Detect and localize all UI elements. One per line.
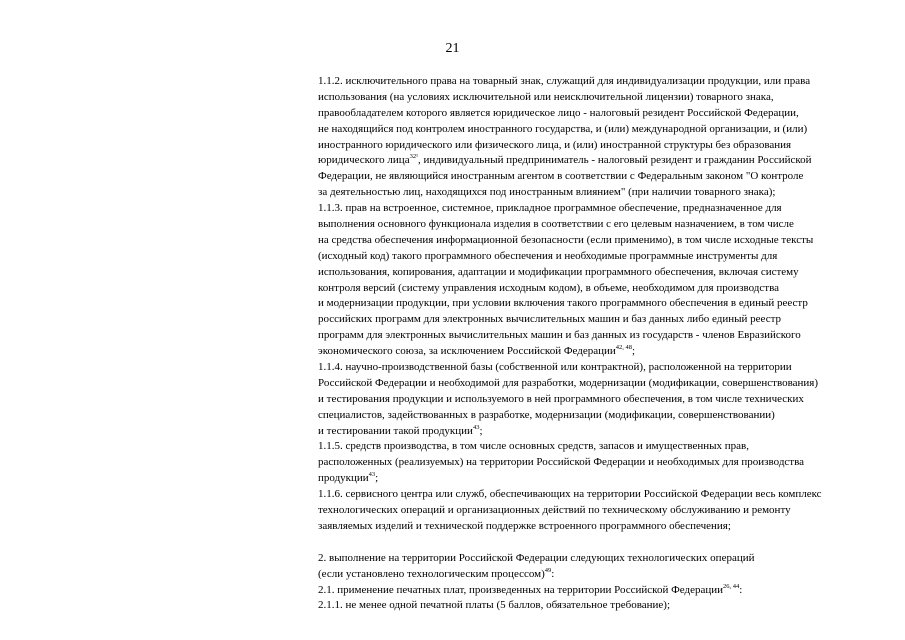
text-line <box>318 392 878 408</box>
text-line <box>318 74 878 90</box>
text-line <box>318 90 878 106</box>
line-text: 2.1. применение печатных плат, произведенных на территории Российской Федерации <box>318 583 724 596</box>
text-line <box>318 503 878 519</box>
text-line <box>318 424 878 440</box>
line-text: 1.1.6. сервисного центра или служб, обеспечивающих на территории Российской Федерации весь комплекс <box>318 488 822 501</box>
line-text: 2.1.1. не менее одной печатной платы (5 баллов, обязательное требование); <box>318 599 671 612</box>
line-text: Федерации, не являющийся иностранным агентом в соответствии с Федеральным законом "О контроле <box>318 170 804 183</box>
text-line <box>318 265 878 281</box>
text-line <box>318 281 878 297</box>
page-number: 21 <box>445 41 460 56</box>
line-text: контроля версий (систему управления исходным кодом), в объеме, необходимом для производства <box>318 281 779 294</box>
line-text: использования, копирования, адаптации и модификации программного обеспечения, включая систему <box>318 265 799 278</box>
footnote-ref: 42, 48 <box>615 344 633 352</box>
line-text-tail: ; <box>632 345 636 358</box>
line-text: использования (на условиях исключительной или неисключительной лицензии) товарного знака, <box>318 90 774 103</box>
line-text: (исходный код) такого программного обеспечения и необходимые программные инструменты для <box>318 249 778 262</box>
line-text: продукции <box>318 472 369 485</box>
line-text: специалистов, задействованных в разработке, модернизации (модификации, совершенствовании) <box>318 408 775 421</box>
line-text: иностранного юридического или физического лица, и (или) иностранной структуры без образования <box>318 138 792 151</box>
line-text-tail: ; <box>375 472 379 485</box>
text-line <box>318 455 878 471</box>
line-text: 1.1.2. исключительного права на товарный знак, служащий для индивидуализации продукции, или права <box>318 75 811 87</box>
line-text-tail: : <box>739 583 743 596</box>
text-line <box>318 439 878 455</box>
text-line <box>318 487 878 503</box>
line-text: 2. выполнение на территории Российской Федерации следующих технологических операций <box>318 551 755 564</box>
line-text-tail: : <box>551 567 555 580</box>
text-line <box>318 376 878 392</box>
text-line <box>318 201 878 217</box>
text-line <box>318 344 878 360</box>
text-line <box>318 153 878 169</box>
line-text: (если установлено технологическим процессом) <box>318 567 545 580</box>
footnote-ref: 32¹ <box>409 153 419 161</box>
text-line <box>318 598 878 614</box>
line-text: заявляемых изделий и технической поддержке встроенного программного обеспечения; <box>318 519 731 532</box>
footnote-ref: 26, 44 <box>723 582 740 590</box>
footnote-ref: 43 <box>472 423 480 431</box>
text-line <box>318 312 878 328</box>
text-line <box>318 217 878 233</box>
line-text: 1.1.3. прав на встроенное, системное, прикладное программное обеспечение, предназначенное для <box>318 202 782 215</box>
text-line <box>318 249 878 265</box>
line-text: выполнения основного функционала изделия в соответствии с его целевым назначением, в том числе <box>318 218 794 231</box>
document-body <box>318 74 878 614</box>
text-line <box>318 360 878 376</box>
text-line <box>318 551 878 567</box>
line-text: и тестирования продукции и используемого в ней программного обеспечения, в том числе технических <box>318 392 804 405</box>
line-text: расположенных (реализуемых) на территории Российской Федерации и необходимых для производства <box>318 456 805 469</box>
line-text: за деятельностью лиц, находящихся под иностранным влиянием" (при наличии товарного знака); <box>318 186 776 199</box>
line-text: 1.1.5. средств производства, в том числе основных средств, запасов и имущественных прав, <box>318 440 749 453</box>
blank-line <box>318 535 878 551</box>
text-line <box>318 583 878 599</box>
line-text-tail: , индивидуальный предприниматель - налоговый резидент и гражданин Российской <box>418 154 812 167</box>
text-line <box>318 233 878 249</box>
text-line <box>318 185 878 201</box>
text-line <box>318 296 878 312</box>
line-text: на средства обеспечения информационной безопасности (если применимо), в том числе исходные тексты <box>318 233 814 246</box>
line-text: и модернизации продукции, при условии включения такого программного обеспечения в единый реестр <box>318 297 808 310</box>
line-text-tail: ; <box>479 424 483 437</box>
text-line <box>318 471 878 487</box>
line-text: 1.1.4. научно-производственной базы (собственной или контрактной), расположенной на территории <box>318 361 792 374</box>
line-text: юридического лица <box>318 154 410 167</box>
line-text: Российской Федерации и необходимой для разработки, модернизации (модификации, совершенствования) <box>318 376 819 389</box>
line-text: и тестировании такой продукции <box>318 424 473 437</box>
line-text: не находящийся под контролем иностранного государства, и (или) международной организации, и (или) <box>318 122 808 135</box>
line-text: российских программ для электронных вычислительных машин и баз данных либо единый реестр <box>318 313 782 326</box>
text-line <box>318 567 878 583</box>
text-line <box>318 122 878 138</box>
footnote-ref: 49 <box>544 566 552 574</box>
line-text: технологических операций и организационных действий по техническому обслуживанию и ремонту <box>318 504 791 517</box>
line-text: программ для электронных вычислительных машин и баз данных из государств - членов Евразийского <box>318 329 801 342</box>
text-line <box>318 328 878 344</box>
text-line <box>318 169 878 185</box>
text-line <box>318 408 878 424</box>
footnote-ref: 43 <box>368 471 376 479</box>
text-line <box>318 106 878 122</box>
line-text: правообладателем которого является юридическое лицо - налоговый резидент Российской Федерации, <box>318 106 799 119</box>
text-line <box>318 519 878 535</box>
line-text: экономического союза, за исключением Российской Федерации <box>318 345 616 358</box>
text-line <box>318 138 878 154</box>
